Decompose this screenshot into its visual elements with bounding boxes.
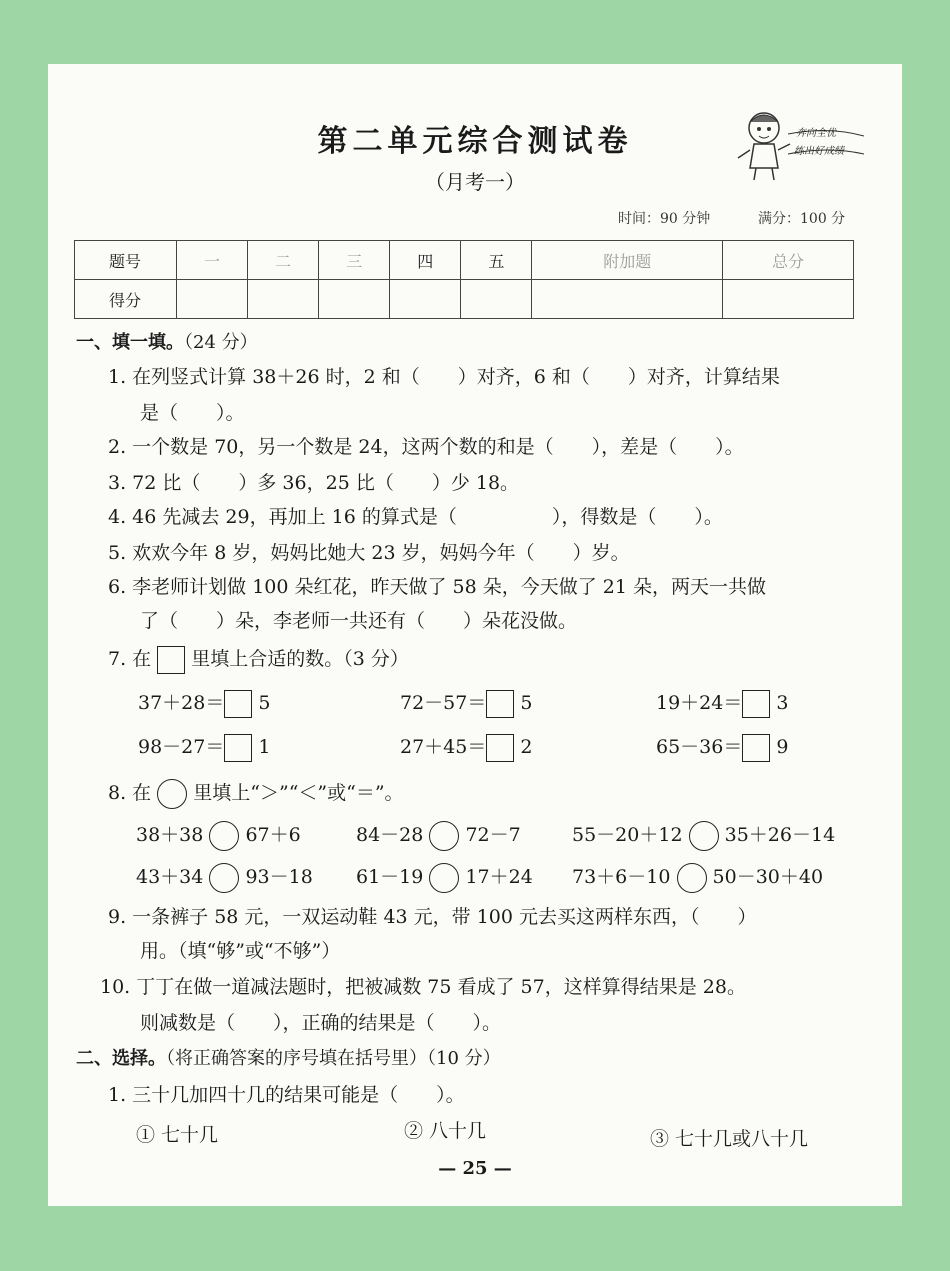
option-3: ③ 七十几或八十几 (650, 1128, 809, 1150)
col-header-3: 三 (319, 241, 390, 280)
q8-right: 17＋24 (465, 866, 533, 888)
score-cell (390, 280, 461, 319)
compare-circle-icon (157, 779, 187, 809)
q8-right: 50－30＋40 (712, 866, 824, 888)
q8-right: 93－18 (245, 866, 313, 888)
score-cell (177, 280, 248, 319)
q8-right: 35＋26－14 (724, 824, 836, 846)
q7-item-5 (400, 732, 533, 762)
section-1-title: 一、填一填。 (76, 332, 184, 353)
answer-box[interactable] (742, 734, 770, 762)
q8-left: 73＋6－10 (572, 866, 671, 888)
q8-item-4 (136, 862, 313, 893)
question-10-line-2: 则减数是（ ），正确的结果是（ ）。 (140, 1012, 502, 1034)
question-10-line-1: 10. 丁丁在做一道减法题时，把被减数 75 看成了 57，这样算得结果是 28。 (100, 976, 746, 998)
answer-box[interactable] (224, 690, 252, 718)
question-1-line-2: 是（ ）。 (140, 402, 245, 424)
question-9-line-2: 用。（填“够”或“不够”） (140, 940, 341, 962)
question-2: 2. 一个数是 70，另一个数是 24，这两个数的和是（ ），差是（ ）。 (108, 436, 744, 458)
col-header-1: 一 (177, 241, 248, 280)
mascot-illustration (728, 104, 868, 184)
option-1: ① 七十几 (136, 1124, 219, 1146)
q8-item-5 (356, 862, 533, 893)
q7-item-1 (138, 688, 271, 718)
score-label: 得分 (75, 280, 177, 319)
col-header-bonus: 附加题 (532, 241, 723, 280)
question-7-suffix: 里填上合适的数。（3 分） (191, 648, 409, 670)
answer-box[interactable] (486, 690, 514, 718)
compare-circle[interactable] (429, 821, 459, 851)
answer-box-icon (157, 646, 185, 674)
q8-right: 72－7 (465, 824, 521, 846)
q8-left: 84－28 (356, 824, 424, 846)
col-header-2: 二 (248, 241, 319, 280)
section-2-points: （将正确答案的序号填在括号里）（10 分） (166, 1048, 501, 1069)
compare-circle[interactable] (677, 863, 707, 893)
q7-digit: 5 (258, 692, 271, 714)
score-cell (319, 280, 390, 319)
answer-box[interactable] (486, 734, 514, 762)
score-cell (461, 280, 532, 319)
option-2: ② 八十几 (404, 1120, 487, 1142)
score-table (74, 240, 854, 319)
score-cell (532, 280, 723, 319)
q8-left: 61－19 (356, 866, 424, 888)
question-7-prompt (108, 644, 409, 674)
q7-digit: 3 (776, 692, 789, 714)
q7-digit: 5 (520, 692, 533, 714)
question-6-line-1: 6. 李老师计划做 100 朵红花，昨天做了 58 朵，今天做了 21 朵，两天一共做 (108, 576, 767, 598)
section-1-points: （24 分） (184, 332, 258, 353)
section-2-question-1: 1. 三十几加四十几的结果可能是（ ）。 (108, 1084, 465, 1106)
section-1-heading (76, 328, 258, 354)
question-9-line-1: 9. 一条裤子 58 元，一双运动鞋 43 元，带 100 元去买这两样东西，（ ） (108, 906, 757, 928)
section-2-heading (76, 1044, 501, 1070)
q7-item-3 (656, 688, 789, 718)
col-header-5: 五 (461, 241, 532, 280)
q7-digit: 2 (520, 736, 533, 758)
question-4: 4. 46 先减去 29，再加上 16 的算式是（ ），得数是（ ）。 (108, 506, 723, 528)
question-8-suffix: 里填上“＞”“＜”或“＝”。 (193, 782, 404, 804)
compare-circle[interactable] (429, 863, 459, 893)
q7-expression: 98－27＝ (138, 736, 225, 758)
exam-time: 时间：90 分钟 (618, 211, 711, 227)
question-7-prefix: 7. 在 (108, 648, 152, 670)
answer-box[interactable] (224, 734, 252, 762)
score-cell (723, 280, 854, 319)
q7-expression: 65－36＝ (656, 736, 743, 758)
q7-expression: 72－57＝ (400, 692, 487, 714)
q8-item-3 (572, 820, 835, 851)
question-6-line-2: 了（ ）朵，李老师一共还有（ ）朵花没做。 (140, 610, 578, 632)
page-title: 第二单元综合测试卷 (317, 124, 633, 159)
q7-expression: 27＋45＝ (400, 736, 487, 758)
exam-paper (48, 64, 902, 1206)
score-cell (248, 280, 319, 319)
compare-circle[interactable] (209, 821, 239, 851)
q7-digit: 9 (776, 736, 789, 758)
q8-left: 55－20＋12 (572, 824, 683, 846)
q7-expression: 19＋24＝ (656, 692, 743, 714)
question-1-line-1: 1. 在列竖式计算 38＋26 时，2 和（ ）对齐，6 和（ ）对齐，计算结果 (108, 366, 780, 388)
page-number: — 25 — (438, 1158, 512, 1179)
q8-left: 43＋34 (136, 866, 204, 888)
q7-item-4 (138, 732, 271, 762)
exam-full-score: 满分：100 分 (758, 211, 846, 227)
question-8-prefix: 8. 在 (108, 782, 152, 804)
question-8-prompt (108, 778, 404, 809)
score-table-score-row (75, 280, 854, 319)
q8-left: 38＋38 (136, 824, 204, 846)
q8-item-1 (136, 820, 301, 851)
compare-circle[interactable] (689, 821, 719, 851)
question-number-label: 题号 (75, 241, 177, 280)
question-5: 5. 欢欢今年 8 岁，妈妈比她大 23 岁，妈妈今年（ ）岁。 (108, 542, 630, 564)
col-header-total: 总分 (723, 241, 854, 280)
question-3: 3. 72 比（ ）多 36，25 比（ ）少 18。 (108, 472, 520, 494)
section-2-title: 二、选择。 (76, 1048, 166, 1069)
mascot-slogan-2: 练出好成绩 (794, 146, 844, 157)
q8-right: 67＋6 (245, 824, 301, 846)
mascot-slogan-1: 奔向全优 (796, 128, 836, 139)
col-header-4: 四 (390, 241, 461, 280)
q7-item-6 (656, 732, 789, 762)
q7-digit: 1 (258, 736, 271, 758)
score-table-header-row (75, 241, 854, 280)
page-subtitle: （月考一） (425, 170, 525, 194)
answer-box[interactable] (742, 690, 770, 718)
q8-item-2 (356, 820, 521, 851)
q7-item-2 (400, 688, 533, 718)
q7-expression: 37＋28＝ (138, 692, 225, 714)
q8-item-6 (572, 862, 823, 893)
compare-circle[interactable] (209, 863, 239, 893)
